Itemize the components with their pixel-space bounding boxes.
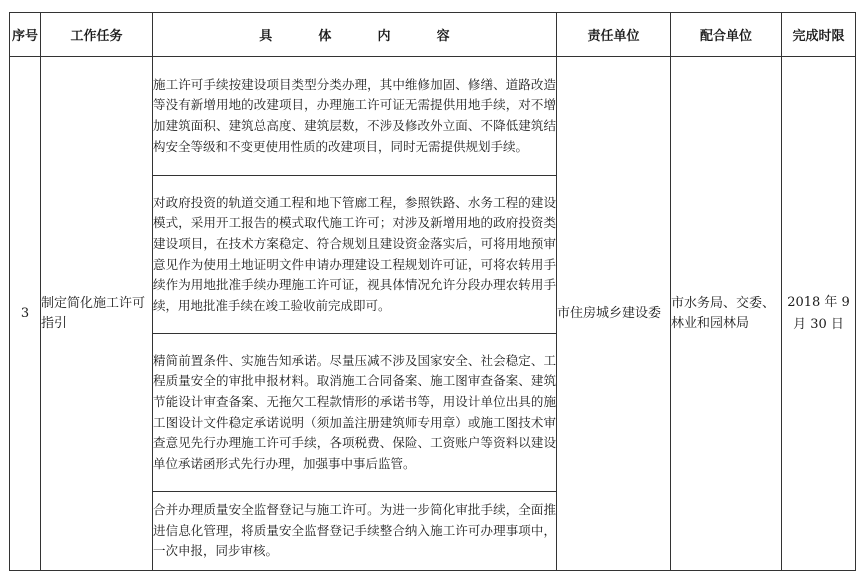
header-deadline: 完成时限 [782,13,856,57]
row-task: 制定简化施工许可指引 [41,57,153,571]
header-content [153,13,557,57]
header-row [10,13,856,57]
row-deadline: 2018 年 9 月 30 日 [782,57,856,571]
header-index: 序号 [10,13,41,57]
header-task: 工作任务 [41,13,153,57]
content-item-3: 精简前置条件、实施告知承诺。尽量压减不涉及国家安全、社会稳定、工程质量安全的审批申报材料。取消施工合同备案、施工图审查备案、建筑节能设计审查备案、无拖欠工程款情形的承诺书等，用设计单位出具的施工图设计文件稳定承诺说明（须加盖注册建筑师专用章）或施工图技术审查意见先行办理施工许可手续，各项税费、保险、工资账户等资料以建设单位承诺函形式先行办理，加强事中事后监管。 [153,334,557,492]
content-item-2: 对政府投资的轨道交通工程和地下管廊工程，参照铁路、水务工程的建设模式，采用开工报告的模式取代施工许可；对涉及新增用地的政府投资类建设项目，在技术方案稳定、符合规划且建设资金落实后，可将用地预审意见作为使用土地证明文件申请办理建设工程规划许可证，可将农转用手续作为用地批准手续办理施工许可证，视具体情况允许分段办理农转用手续，用地批准手续在竣工验收前完成即可。 [153,176,557,334]
table-row [10,57,856,176]
header-cooperating-unit: 配合单位 [671,13,782,57]
content-item-1: 施工许可手续按建设项目类型分类办理，其中维修加固、修缮、道路改造等没有新增用地的改建项目，办理施工许可证无需提供用地手续，对不增加建筑面积、建筑总高度、建筑层数，不涉及修改外立面、不降低建筑结构安全等级和不变更使用性质的改建项目，同时无需提供规划手续。 [153,57,557,176]
row-index: 3 [10,57,41,571]
row-cooperating-unit: 市水务局、交委、林业和园林局 [671,57,782,571]
row-responsible-unit: 市住房城乡建设委 [557,57,671,571]
policy-table [9,12,856,571]
content-item-4: 合并办理质量安全监督登记与施工许可。为进一步简化审批手续，全面推进信息化管理，将质量安全监督登记手续整合纳入施工许可办理事项中，一次申报，同步审核。 [153,492,557,571]
header-content-label: 具 体 内 容 [259,29,471,44]
header-responsible-unit: 责任单位 [557,13,671,57]
